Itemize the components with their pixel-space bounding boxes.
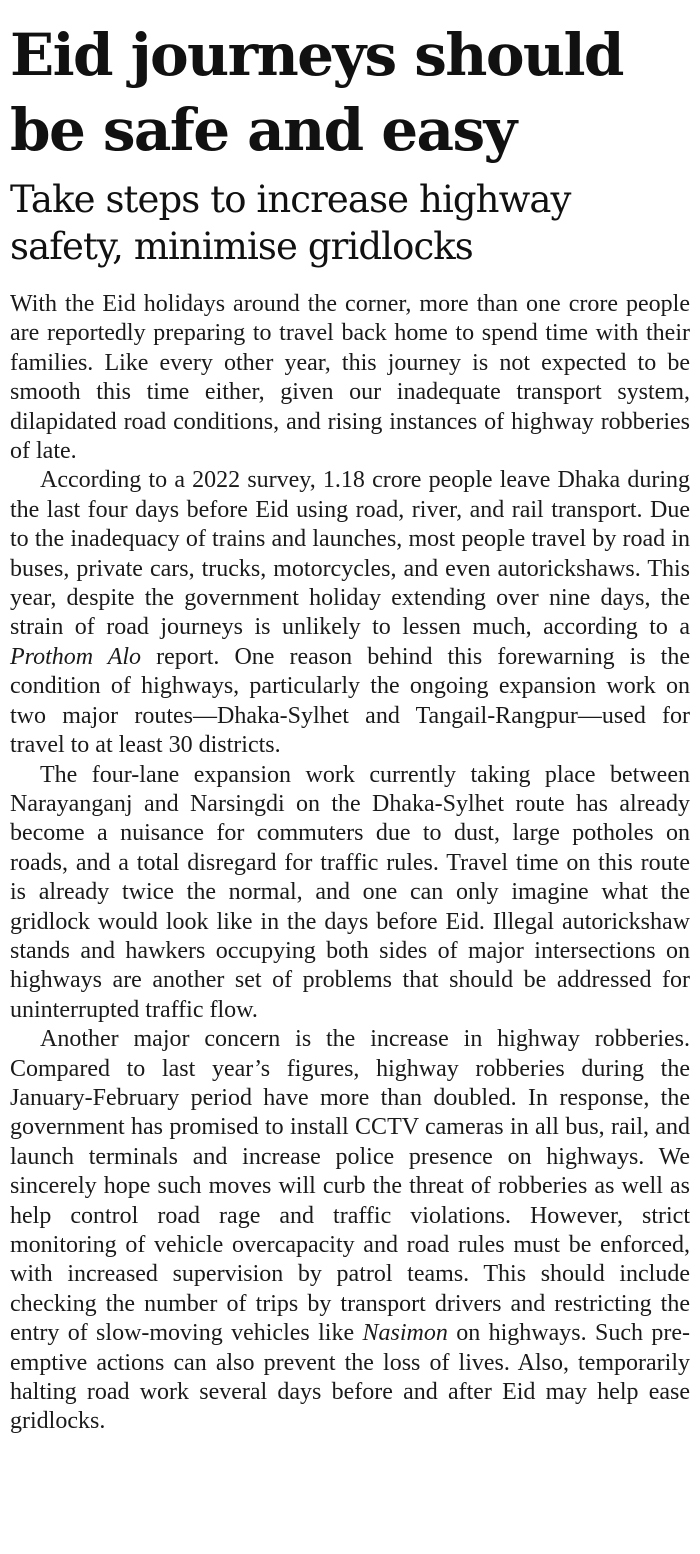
paragraph-1 bbox=[10, 290, 690, 466]
subheadline: Take steps to increase highway safety, minimise gridlocks bbox=[10, 178, 571, 268]
paragraph-2-text-start: According to a 2022 survey, 1.18 crore people leave Dhaka during the last four days before Eid using road, river, and rail transport. Due to the inadequacy of trains and launches, most people travel by road in buses, private cars, trucks, motorcycles, and even autorickshaws. This year, despite the government holiday extending over nine days, the strain of road journeys is unlikely to lessen much, according to a bbox=[10, 467, 690, 641]
paragraph-4-text-start: Another major concern is the increase in highway robberies. Compared to last year’s figures, highway robberies during the January-February period have more than doubled. In response, the government has promised to install CCTV cameras in all bus, rail, and launch terminals and increase police presence on highways. We sincerely hope such moves will curb the threat of robberies as well as help control road rage and traffic violations. However, strict monitoring of vehicle overcapacity and road rules must be enforced, with increased supervision by patrol teams. This should include checking the number of trips by transport drivers and restricting the entry of slow-moving vehicles like bbox=[10, 1026, 690, 1347]
headline: Eid journeys should be safe and easy bbox=[10, 21, 623, 164]
article bbox=[10, 18, 690, 1437]
paragraph-4 bbox=[10, 1025, 690, 1437]
article-body bbox=[10, 290, 690, 1437]
paragraph-3 bbox=[10, 761, 690, 1026]
paragraph-3-text: The four-lane expansion work currently taking place between Narayanganj and Narsingdi on the Dhaka-Sylhet route has already become a nuisance for commuters due to dust, large potholes on roads, and a total disregard for traffic rules. Travel time on this route is already twice the normal, and one can only imagine what the gridlock would look like in the days before Eid. Illegal autorickshaw stands and hawkers occupying both sides of major intersections on highways are another set of problems that should be addressed for uninterrupted traffic flow. bbox=[10, 761, 690, 1023]
paragraph-1-text: With the Eid holidays around the corner, more than one crore people are reportedly preparing to travel back home to spend time with their families. Like every other year, this journey is not expected to be smooth this time either, given our inadequate transport system, dilapidated road conditions, and rising instances of highway robberies of late. bbox=[10, 291, 690, 465]
paragraph-2-text-end: report. One reason behind this forewarning is the condition of highways, particularly the ongoing expansion work on two major routes—Dhaka-Sylhet and Tangail-Rangpur—used for travel to at least 30 districts. bbox=[10, 643, 690, 759]
paragraph-4-text-end: on highways. Such pre-emptive actions can also prevent the loss of lives. Also, temporarily halting road work several days before and after Eid may help ease gridlocks. bbox=[10, 1320, 691, 1435]
paragraph-2 bbox=[10, 466, 690, 760]
vehicle-name: Nasimon bbox=[362, 1320, 448, 1347]
publication-name: Prothom Alo bbox=[10, 643, 142, 670]
